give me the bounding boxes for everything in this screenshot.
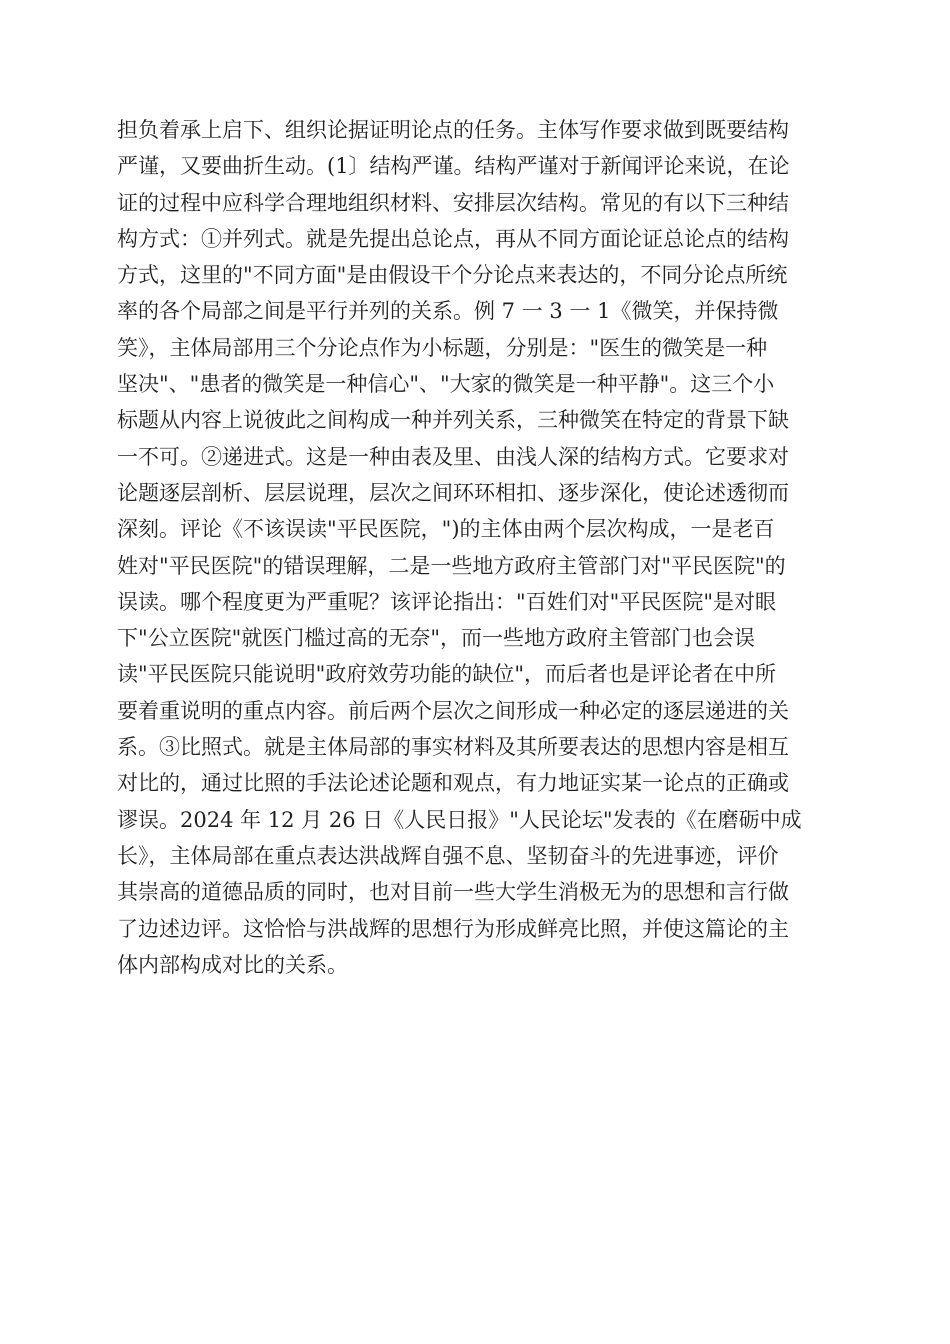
text-line: 要着重说明的重点内容。前后两个层次之间形成一种必定的逐层递进的关	[117, 698, 789, 723]
text-line: 一不可。②递进式。这是一种由表及里、由浅人深的结构方式。它要求对	[117, 444, 789, 469]
text-line: 深刻。评论《不该误读"平民医院，")的主体由两个层次构成，一是老百	[117, 517, 775, 542]
body-paragraph	[117, 112, 842, 983]
text-line: 误读。哪个程度更为严重呢？该评论指出："百姓们对"平民医院"是对眼	[117, 589, 776, 614]
text-line: 标题从内容上说彼此之间构成一种并列关系，三种微笑在特定的背景下缺	[117, 408, 789, 433]
text-line: 对比的，通过比照的手法论述论题和观点，有力地证实某一论点的正确或	[117, 771, 789, 796]
text-line: 笑》，主体局部用三个分论点作为小标题，分别是："医生的微笑是一种	[117, 335, 768, 360]
text-line: 了边述边评。这恰恰与洪战辉的思想行为形成鲜亮比照，并使这篇论的主	[117, 916, 789, 941]
text-line: 证的过程中应科学合理地组织材料、安排层次结构。常见的有以下三种结	[117, 190, 789, 215]
text-line: 构方式：①并列式。就是先提出总论点，再从不同方面论证总论点的结构	[117, 226, 789, 251]
text-line: 下"公立医院"就医门槛过高的无奈"，而一些地方政府主管部门也会误	[117, 626, 755, 651]
text-line: 严谨，又要曲折生动。(1〕结构严谨。结构严谨对于新闻评论来说，在论	[117, 154, 790, 179]
text-line: 体内部构成对比的关系。	[117, 952, 348, 977]
text-line: 姓对"平民医院"的错误理解，二是一些地方政府主管部门对"平民医院"的	[117, 553, 786, 578]
text-line: 其崇高的道德品质的同时，也对目前一些大学生消极无为的思想和言行做	[117, 880, 789, 905]
text-line: 读"平民医院只能说明"政府效劳功能的缺位"，而后者也是评论者在中所	[117, 662, 776, 687]
text-line: 谬误。2024 年 12 月 26 日《人民日报》"人民论坛"发表的《在磨砺中成	[117, 807, 802, 832]
text-line: 方式，这里的"不同方面"是由假设干个分论点来表达的，不同分论点所统	[117, 263, 788, 288]
text-line: 率的各个局部之间是平行并列的关系。例 7 一 3 一 1《微笑，并保持微	[117, 299, 779, 324]
text-line: 系。③比照式。就是主体局部的事实材料及其所要表达的思想内容是相互	[117, 735, 789, 760]
text-line: 长》，主体局部在重点表达洪战辉自强不息、坚韧奋斗的先进事迹，评价	[117, 843, 779, 868]
text-line: 担负着承上启下、组织论据证明论点的任务。主体写作要求做到既要结构	[117, 118, 789, 142]
text-line: 坚决"、"患者的微笑是一种信心"、"大家的微笑是一种平静"。这三个小	[117, 372, 775, 397]
text-line: 论题逐层剖析、层层说理，层次之间环环相扣、逐步深化，使论述透彻而	[117, 480, 789, 505]
